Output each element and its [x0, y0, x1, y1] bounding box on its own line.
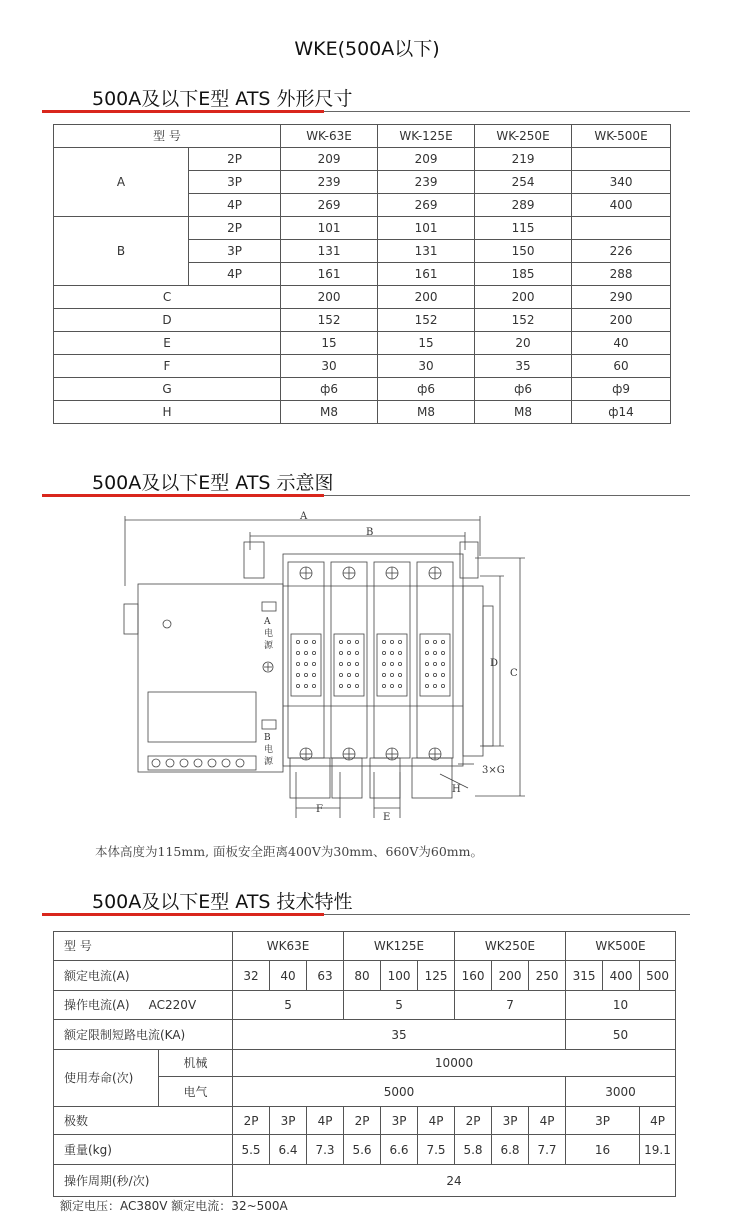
- vent-dot: [433, 640, 436, 643]
- table-row: [54, 961, 676, 991]
- vent-dot: [312, 673, 315, 676]
- value-cell: 15: [378, 332, 475, 355]
- value-cell: 6.4: [270, 1135, 307, 1165]
- table-row: [54, 309, 671, 332]
- value-cell: 4P: [307, 1107, 344, 1135]
- vent-dot: [296, 662, 299, 665]
- value-cell: ф14: [572, 401, 671, 424]
- value-cell: 7.3: [307, 1135, 344, 1165]
- vent-dot: [339, 651, 342, 654]
- value-cell: 161: [378, 263, 475, 286]
- terminal-screw-icon: [208, 759, 216, 767]
- pole-frame: [288, 562, 324, 758]
- table-header-row: [54, 932, 676, 961]
- vent-dot: [304, 684, 307, 687]
- value-cell: 80: [344, 961, 381, 991]
- value-cell: 239: [378, 171, 475, 194]
- row-label-cell: 极数: [54, 1107, 233, 1135]
- vent-dot: [304, 651, 307, 654]
- terminal-screw-icon: [236, 759, 244, 767]
- value-cell: 101: [378, 217, 475, 240]
- vent-dot: [433, 662, 436, 665]
- terminal-screw-icon: [166, 759, 174, 767]
- terminal-screw-icon: [194, 759, 202, 767]
- section-title-dimensions: 500A及以下E型 ATS 外形尺寸: [92, 88, 353, 110]
- vent-dot: [296, 651, 299, 654]
- value-cell: 2P: [344, 1107, 381, 1135]
- value-cell: 315: [566, 961, 603, 991]
- pole-frame: [374, 562, 410, 758]
- row-label-cell: 额定限制短路电流(KA): [54, 1020, 233, 1050]
- value-cell: 101: [281, 217, 378, 240]
- vent-dot: [441, 640, 444, 643]
- value-cell: 340: [572, 171, 671, 194]
- vent-dot: [433, 684, 436, 687]
- value-cell: 152: [378, 309, 475, 332]
- dim-f-label: F: [316, 804, 323, 815]
- value-cell: ф6: [378, 378, 475, 401]
- sub-label-cell: 电气: [159, 1077, 233, 1107]
- section-header-specs: [42, 887, 690, 911]
- vent-dot: [355, 651, 358, 654]
- value-cell: 161: [281, 263, 378, 286]
- vent-dot: [433, 673, 436, 676]
- vent-dot: [398, 651, 401, 654]
- value-cell: 40: [270, 961, 307, 991]
- model-cell: WK-500E: [572, 125, 671, 148]
- value-cell: 4P: [529, 1107, 566, 1135]
- vent-dot: [425, 651, 428, 654]
- model-cell: WK125E: [344, 932, 455, 961]
- source-a-label: 源: [264, 641, 274, 651]
- model-label-cell: 型 号: [54, 932, 233, 961]
- model-cell: WK63E: [233, 932, 344, 961]
- pole-frame: [417, 562, 453, 758]
- dim-label-cell: A: [54, 148, 189, 217]
- vent-dot: [441, 684, 444, 687]
- value-cell: 3P: [566, 1107, 640, 1135]
- pole-column: [417, 562, 453, 760]
- model-cell: WK250E: [455, 932, 566, 961]
- pole-column: [288, 562, 324, 760]
- value-cell: ф6: [475, 378, 572, 401]
- value-cell: 4P: [640, 1107, 676, 1135]
- value-cell: M8: [475, 401, 572, 424]
- vent-dot: [390, 651, 393, 654]
- value-cell: 40: [572, 332, 671, 355]
- table-row: [54, 217, 671, 240]
- op-current-label: 操作电流(A): [64, 998, 130, 1012]
- value-cell: [572, 217, 671, 240]
- value-cell: 5: [344, 991, 455, 1020]
- dim-label-cell: B: [54, 217, 189, 286]
- row-label-cell: [54, 991, 233, 1020]
- vent-dot: [312, 662, 315, 665]
- vent-dot: [382, 651, 385, 654]
- vent-dot: [382, 673, 385, 676]
- model-cell: WK500E: [566, 932, 676, 961]
- vent-dot: [347, 673, 350, 676]
- value-cell: [572, 148, 671, 171]
- vent-dot: [355, 640, 358, 643]
- section-accent-line: [42, 913, 324, 916]
- vent-dot: [382, 662, 385, 665]
- value-cell: 5000: [233, 1077, 566, 1107]
- vent-dot: [347, 684, 350, 687]
- pole-frame: [331, 562, 367, 758]
- vent-dot: [441, 651, 444, 654]
- vent-dot: [425, 684, 428, 687]
- value-cell: 289: [475, 194, 572, 217]
- section-title-diagram: 500A及以下E型 ATS 示意图: [92, 472, 334, 494]
- dim-g-label: 3×G: [482, 765, 505, 776]
- value-cell: 6.8: [492, 1135, 529, 1165]
- value-cell: 150: [475, 240, 572, 263]
- dim-label-cell: H: [54, 401, 281, 424]
- page-title: WKE(500A以下): [294, 38, 440, 60]
- dim-c-label: C: [510, 668, 518, 679]
- section-accent-line: [42, 110, 324, 113]
- pole-cell: 3P: [189, 240, 281, 263]
- value-cell: 209: [378, 148, 475, 171]
- vent-dot: [304, 640, 307, 643]
- vent-dot: [390, 673, 393, 676]
- vent-dot: [347, 640, 350, 643]
- value-cell: 226: [572, 240, 671, 263]
- value-cell: 100: [381, 961, 418, 991]
- value-cell: 400: [572, 194, 671, 217]
- vent-dot: [382, 640, 385, 643]
- value-cell: 32: [233, 961, 270, 991]
- value-cell: M8: [378, 401, 475, 424]
- vent-dot: [390, 662, 393, 665]
- vent-dot: [347, 651, 350, 654]
- table-row: [54, 991, 676, 1020]
- vent-dot: [425, 673, 428, 676]
- value-cell: 209: [281, 148, 378, 171]
- vent-dot: [304, 662, 307, 665]
- source-b-label: B: [264, 733, 271, 743]
- value-cell: 3P: [492, 1107, 529, 1135]
- table-header-row: [54, 125, 671, 148]
- vent-dot: [296, 684, 299, 687]
- pole-cell: 2P: [189, 148, 281, 171]
- vent-dot: [390, 640, 393, 643]
- pole-cell: 4P: [189, 263, 281, 286]
- table-row: [54, 1135, 676, 1165]
- value-cell: ф6: [281, 378, 378, 401]
- value-cell: 160: [455, 961, 492, 991]
- source-a-label: A: [264, 617, 271, 627]
- value-cell: 7.5: [418, 1135, 455, 1165]
- pole-column: [374, 562, 410, 760]
- value-cell: 2P: [233, 1107, 270, 1135]
- value-cell: 15: [281, 332, 378, 355]
- table-row: [54, 1050, 676, 1077]
- terminal-screw-icon: [222, 759, 230, 767]
- value-cell: 5: [233, 991, 344, 1020]
- value-cell: 200: [378, 286, 475, 309]
- terminal-screw-icon: [180, 759, 188, 767]
- vent-dot: [347, 662, 350, 665]
- value-cell: 7: [455, 991, 566, 1020]
- dim-d-label: D: [490, 658, 499, 669]
- value-cell: 290: [572, 286, 671, 309]
- dim-label-cell: E: [54, 332, 281, 355]
- value-cell: 60: [572, 355, 671, 378]
- diagram-note: 本体高度为115mm, 面板安全距离400V为30mm、660V为60mm。: [95, 844, 484, 859]
- section-header-diagram: [42, 468, 690, 492]
- pole-cell: 4P: [189, 194, 281, 217]
- value-cell: 30: [281, 355, 378, 378]
- value-cell: 254: [475, 171, 572, 194]
- section-title-specs: 500A及以下E型 ATS 技术特性: [92, 891, 353, 913]
- value-cell: 115: [475, 217, 572, 240]
- vent-dot: [339, 640, 342, 643]
- source-a-label: 电: [264, 629, 274, 639]
- value-cell: 131: [281, 240, 378, 263]
- value-cell: 200: [492, 961, 529, 991]
- vent-dot: [312, 684, 315, 687]
- vent-dot: [433, 651, 436, 654]
- dim-label-cell: D: [54, 309, 281, 332]
- vent-dot: [441, 662, 444, 665]
- vent-dot: [339, 662, 342, 665]
- source-b-label: 源: [264, 757, 274, 767]
- value-cell: 219: [475, 148, 572, 171]
- value-cell: 131: [378, 240, 475, 263]
- dim-b-label: B: [366, 527, 374, 538]
- table-row: [54, 332, 671, 355]
- vent-dot: [296, 640, 299, 643]
- value-cell: 63: [307, 961, 344, 991]
- vent-dot: [312, 651, 315, 654]
- vent-dot: [398, 673, 401, 676]
- vent-dot: [339, 673, 342, 676]
- value-cell: 3P: [381, 1107, 418, 1135]
- vent-dot: [304, 673, 307, 676]
- vent-dot: [425, 640, 428, 643]
- vent-dot: [425, 662, 428, 665]
- vent-dot: [355, 684, 358, 687]
- vent-dot: [312, 640, 315, 643]
- specs-table: [53, 931, 676, 1197]
- value-cell: 400: [603, 961, 640, 991]
- value-cell: 200: [475, 286, 572, 309]
- value-cell: 288: [572, 263, 671, 286]
- value-cell: 125: [418, 961, 455, 991]
- value-cell: ф9: [572, 378, 671, 401]
- table-row: [54, 1165, 676, 1197]
- value-cell: 16: [566, 1135, 640, 1165]
- section-accent-line: [42, 494, 324, 497]
- vent-dot: [382, 684, 385, 687]
- value-cell: 19.1: [640, 1135, 676, 1165]
- value-cell: 5.6: [344, 1135, 381, 1165]
- value-cell: M8: [281, 401, 378, 424]
- table-row: [54, 401, 671, 424]
- value-cell: 269: [281, 194, 378, 217]
- value-cell: 35: [475, 355, 572, 378]
- value-cell: 10: [566, 991, 676, 1020]
- dim-e-label: E: [383, 812, 391, 823]
- ats-outline-diagram: [100, 506, 540, 826]
- value-cell: 3000: [566, 1077, 676, 1107]
- model-label-cell: 型 号: [54, 125, 281, 148]
- section-header-dimensions: [42, 84, 690, 108]
- footer-note: 额定电压：AC380V 额定电流：32~500A: [60, 1199, 288, 1213]
- value-cell: 10000: [233, 1050, 676, 1077]
- row-label-cell: 使用寿命(次): [54, 1050, 159, 1107]
- row-label-cell: 额定电流(A): [54, 961, 233, 991]
- vent-dot: [355, 662, 358, 665]
- dim-label-cell: C: [54, 286, 281, 309]
- row-label-cell: 操作周期(秒/次): [54, 1165, 233, 1197]
- terminal-screw-icon: [152, 759, 160, 767]
- value-cell: 3P: [270, 1107, 307, 1135]
- value-cell: 4P: [418, 1107, 455, 1135]
- row-label-cell: 重量(kg): [54, 1135, 233, 1165]
- dim-h-label: H: [452, 784, 461, 795]
- vent-dot: [390, 684, 393, 687]
- value-cell: 20: [475, 332, 572, 355]
- model-cell: WK-250E: [475, 125, 572, 148]
- value-cell: 185: [475, 263, 572, 286]
- vent-dot: [398, 684, 401, 687]
- value-cell: 35: [233, 1020, 566, 1050]
- table-row: [54, 286, 671, 309]
- op-current-voltage: AC220V: [148, 998, 197, 1012]
- table-row: [54, 378, 671, 401]
- vent-dot: [339, 684, 342, 687]
- value-cell: 30: [378, 355, 475, 378]
- pole-cell: 2P: [189, 217, 281, 240]
- pole-column: [331, 562, 367, 760]
- sub-label-cell: 机械: [159, 1050, 233, 1077]
- value-cell: 200: [572, 309, 671, 332]
- dim-label-cell: G: [54, 378, 281, 401]
- vent-dot: [355, 673, 358, 676]
- model-cell: WK-63E: [281, 125, 378, 148]
- table-row: [54, 1020, 676, 1050]
- value-cell: 152: [281, 309, 378, 332]
- value-cell: 7.7: [529, 1135, 566, 1165]
- value-cell: 5.5: [233, 1135, 270, 1165]
- model-cell: WK-125E: [378, 125, 475, 148]
- dim-label-cell: F: [54, 355, 281, 378]
- value-cell: 269: [378, 194, 475, 217]
- table-row: [54, 1107, 676, 1135]
- value-cell: 239: [281, 171, 378, 194]
- value-cell: 50: [566, 1020, 676, 1050]
- value-cell: 152: [475, 309, 572, 332]
- vent-dot: [441, 673, 444, 676]
- dimensions-table: [53, 124, 671, 424]
- value-cell: 200: [281, 286, 378, 309]
- value-cell: 2P: [455, 1107, 492, 1135]
- value-cell: 6.6: [381, 1135, 418, 1165]
- value-cell: 5.8: [455, 1135, 492, 1165]
- source-b-label: 电: [264, 745, 274, 755]
- table-row: [54, 148, 671, 171]
- vent-dot: [296, 673, 299, 676]
- vent-dot: [398, 640, 401, 643]
- table-row: [54, 355, 671, 378]
- value-cell: 24: [233, 1165, 676, 1197]
- value-cell: 250: [529, 961, 566, 991]
- vent-dot: [398, 662, 401, 665]
- pole-cell: 3P: [189, 171, 281, 194]
- value-cell: 500: [640, 961, 676, 991]
- dim-a-label: A: [300, 511, 308, 522]
